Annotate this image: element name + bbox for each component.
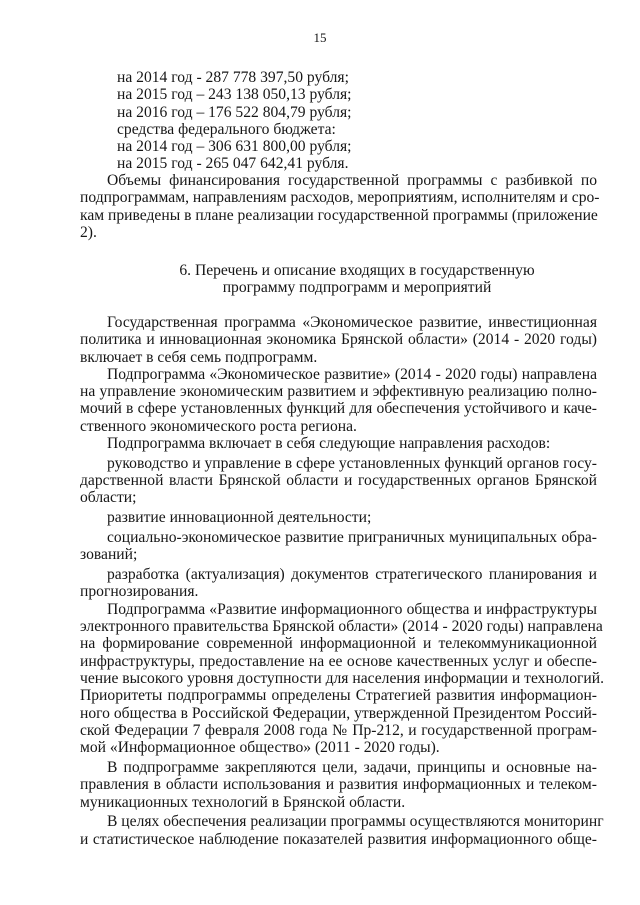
paragraph (80, 509, 597, 526)
text-line: социально-экономическое развитие приграничных муниципальных обра- (107, 529, 597, 547)
text-line: дарственной власти Брянской области и государственных органов Брянской (80, 472, 597, 490)
paragraph (80, 435, 597, 452)
text-line: муникационных технологий в Брянской области. (80, 793, 406, 811)
section-heading (110, 262, 604, 297)
text-line: инфраструктуры, предоставление на ее основе качественных услуг и обеспе- (80, 652, 597, 670)
text-line: Подпрограмма включает в себя следующие направления расходов: (107, 435, 551, 453)
paragraph (80, 314, 597, 366)
text-line: правления в области использования и развития информационных и телеком- (80, 776, 597, 794)
text-line: области; (80, 489, 137, 507)
text-line: на управление экономическим развитием и эффективную реализацию полно- (80, 383, 597, 401)
page-number: 15 (313, 30, 327, 45)
text-line: включает в себя семь подпрограмм. (80, 348, 318, 366)
paragraph (80, 529, 597, 564)
text-line: В подпрограмме закрепляются цели, задачи, принципы и основные на- (107, 758, 597, 776)
paragraph (80, 566, 597, 601)
funding-list (117, 69, 597, 173)
heading-line: программу подпрограмм и мероприятий (222, 279, 492, 297)
text-line: В целях обеспечения реализации программы осуществляются мониторинг (107, 813, 604, 831)
funding-line: на 2015 год – 243 138 050,13 рубля; (117, 86, 352, 104)
funding-line: средства федерального бюджета: (117, 120, 336, 138)
paragraph (80, 759, 597, 811)
funding-line: на 2014 год - 287 778 397,50 рубля; (117, 69, 349, 86)
paragraph (80, 600, 604, 757)
text-line: и статистическое наблюдение показателей развития информационного обще- (80, 830, 597, 848)
text-line: кам приведены в плане реализации государственной программы (приложение (80, 206, 598, 224)
paragraph (80, 813, 604, 848)
funding-line: на 2016 год – 176 522 804,79 рубля; (117, 103, 352, 121)
funding-line: на 2014 год – 306 631 800,00 рубля; (117, 138, 352, 156)
text-line: мочий в сфере установленных функций для обеспечения устойчивого и каче- (80, 400, 597, 418)
text-line: электронного правительства Брянской области» (2014 - 2020 годы) направлена (80, 618, 603, 636)
text-line: Подпрограмма «Развитие информационного общества и инфраструктуры (107, 600, 597, 618)
text-line: политика и инновационная экономика Брянской области» (2014 - 2020 годы) (80, 331, 597, 349)
section-body (80, 314, 604, 848)
text-line: Подпрограмма «Экономическое развитие» (2014 - 2020 годы) направлена (107, 365, 597, 383)
text-line: разработка (актуализация) документов стратегического планирования и (107, 566, 597, 584)
text-line: Приоритеты подпрограммы определены Стратегией развития информацион- (80, 687, 597, 705)
paragraph (80, 455, 597, 507)
paragraph-funding-volumes (80, 172, 600, 241)
paragraph (80, 366, 597, 435)
text-line: Объемы финансирования государственной программы с разбивкой по (107, 172, 597, 189)
text-line: развитие инновационной деятельности; (107, 509, 372, 527)
text-line: чение высокого уровня доступности для населения информации и технологий. (80, 669, 604, 687)
text-line: руководство и управление в сфере установленных функций органов госу- (107, 454, 597, 472)
text-line: мой «Информационное общество» (2011 - 2020 годы). (80, 739, 440, 757)
text-line: 2). (80, 223, 97, 241)
text-line: ской Федерации 7 февраля 2008 года № Пр-212, и государственной програм- (80, 721, 597, 739)
funding-line: на 2015 год - 265 047 642,41 рубля. (117, 155, 349, 173)
heading-line: 6. Перечень и описание входящих в государственную (179, 262, 535, 279)
text-line: ного общества в Российской Федерации, утвержденной Президентом Россий- (80, 704, 597, 722)
text-line: зований; (80, 546, 138, 564)
text-line: ственного экономического роста региона. (80, 417, 357, 435)
text-line: прогнозирования. (80, 583, 199, 601)
text-line: подпрограммам, направлениям расходов, мероприятиям, исполнителям и сро- (80, 189, 600, 207)
text-line: Государственная программа «Экономическое развитие, инвестиционная (107, 314, 597, 331)
text-line: на формирование современной информационной и телекоммуникационной (80, 635, 597, 653)
